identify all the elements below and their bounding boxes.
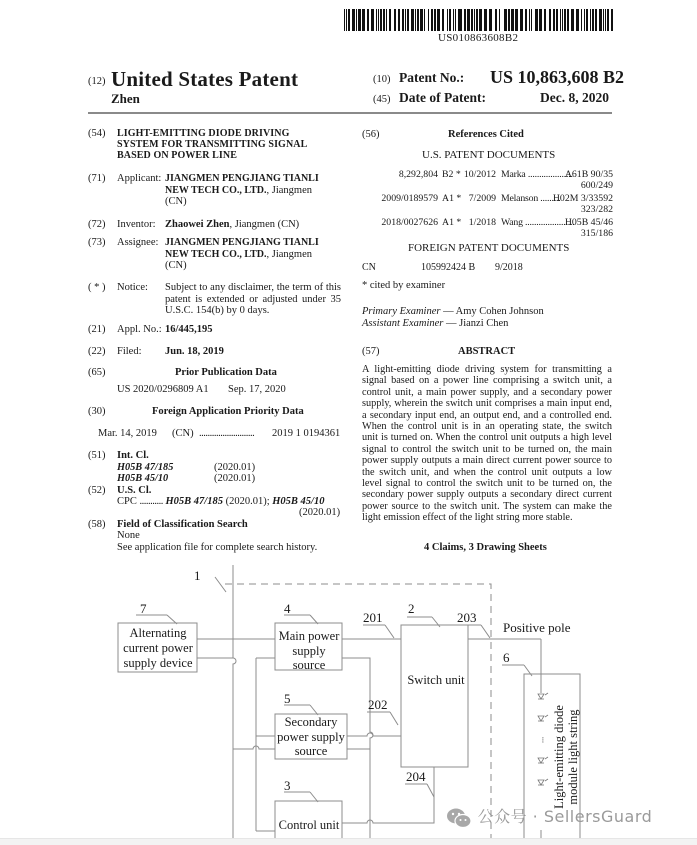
ref-control: 3 — [284, 778, 291, 793]
int-cl-class: H05B 45/10 — [117, 473, 169, 484]
main-ps-label-line: Main power — [278, 629, 340, 643]
barcode-bar — [394, 9, 396, 31]
wechat-icon — [446, 807, 472, 829]
watermark — [446, 804, 686, 830]
barcode-bar — [584, 9, 585, 31]
barcode-bar — [384, 9, 385, 31]
barcode-bar — [471, 9, 473, 31]
patent-date-label: Date of Patent: — [399, 90, 486, 105]
appl-no-value: 16/445,195 — [165, 324, 213, 335]
invention-title-line: LIGHT-EMITTING DIODE DRIVING — [117, 128, 290, 139]
inid-code: (10) — [373, 74, 391, 85]
barcode-bar — [529, 9, 530, 31]
int-cl-version: (2020.01) — [214, 473, 256, 484]
prior-pub-heading: Prior Publication Data — [175, 367, 277, 378]
main-ps-label-line: source — [292, 658, 326, 672]
field-search-value: None — [117, 530, 140, 541]
us-doc-class: H02M 3/33592 — [552, 193, 613, 204]
ac-label-line: Alternating — [129, 626, 187, 640]
barcode-bar — [348, 9, 350, 31]
led-icon — [538, 715, 548, 721]
ref-system: 1 — [194, 568, 201, 583]
led-ellipsis: ◦◦◦ — [539, 736, 545, 744]
claims-summary: 4 Claims, 3 Drawing Sheets — [424, 542, 547, 553]
abstract-heading: ABSTRACT — [458, 346, 516, 357]
barcode-bar — [398, 9, 400, 31]
prior-pub-number: US 2020/0296809 A1 — [117, 384, 209, 395]
barcode-bar — [593, 9, 594, 31]
barcode-bar — [564, 9, 566, 31]
assignee-name: NEW TECH CO., LTD. — [165, 248, 267, 260]
barcode-bar — [352, 9, 353, 31]
foreign-doc-number: 105992424 B — [421, 262, 476, 273]
inid-code: (51) — [88, 450, 106, 461]
barcode-bar — [405, 9, 406, 31]
barcode-bar — [353, 9, 354, 31]
barcode-bar — [562, 9, 563, 31]
barcode-bar — [499, 9, 500, 31]
us-doc-class: A61B 90/35 — [564, 169, 613, 180]
barcode-bar — [531, 9, 532, 31]
us-doc-class-secondary: 315/186 — [580, 228, 613, 239]
barcode-bar — [402, 9, 404, 31]
secondary-ps-label-line: Secondary — [284, 715, 338, 729]
barcode-bar — [465, 9, 466, 31]
inid-code: ( * ) — [88, 282, 106, 293]
invention-title — [117, 129, 347, 161]
cpc-class: H05B 47/185 — [165, 496, 223, 507]
ref-main-ps: 4 — [284, 601, 291, 616]
int-cl-version: (2020.01) — [214, 462, 256, 473]
ref-output: 203 — [457, 610, 477, 625]
ac-label-line: current power — [123, 641, 193, 655]
applicant-location: , Jiangmen — [266, 184, 313, 196]
barcode-bar — [453, 9, 454, 31]
barcode-bar — [367, 9, 369, 31]
barcode-bar — [354, 9, 355, 31]
barcode — [344, 9, 614, 31]
watermark-text: 公众号 · SellersGuard — [477, 807, 653, 826]
barcode-bar — [581, 9, 582, 31]
inid-code: (22) — [88, 346, 106, 357]
barcode-bar — [372, 9, 374, 31]
barcode-bar — [515, 9, 517, 31]
us-docs-heading: U.S. PATENT DOCUMENTS — [422, 149, 556, 161]
barcode-bar — [544, 9, 545, 31]
int-cl-label: Int. Cl. — [117, 450, 149, 461]
inventor-location: , Jiangmen (CN) — [229, 219, 300, 230]
us-doc-name: Wang ...................... — [501, 217, 575, 228]
control-unit-label: Control unit — [278, 818, 340, 832]
barcode-bar — [595, 9, 597, 31]
filed-label: Filed: — [117, 346, 142, 357]
barcode-bar — [360, 9, 361, 31]
barcode-bar — [411, 9, 414, 31]
barcode-bar — [476, 9, 478, 31]
barcode-bar — [576, 9, 579, 31]
inid-code: (12) — [88, 76, 106, 87]
led-label-line: module light string — [566, 709, 580, 805]
applicant-label: Applicant: — [117, 173, 162, 184]
us-doc-date: 7/2009 — [468, 193, 496, 204]
us-docs-list — [362, 169, 613, 241]
barcode-bar — [431, 9, 432, 31]
barcode-bar — [389, 9, 391, 31]
prior-pub-date: Sep. 17, 2020 — [228, 384, 286, 395]
barcode-bar — [484, 9, 487, 31]
int-cl-class: H05B 47/185 — [117, 462, 174, 473]
inid-code: (58) — [88, 519, 106, 530]
references-heading: References Cited — [448, 129, 524, 140]
foreign-doc-date: 9/2018 — [495, 262, 523, 273]
barcode-bar — [592, 9, 593, 31]
us-doc-number: 2009/0189579 — [381, 193, 438, 204]
barcode-bar — [535, 9, 538, 31]
barcode-bar — [344, 9, 345, 31]
foreign-priority-country: (CN) — [172, 428, 194, 439]
assignee-label: Assignee: — [117, 237, 159, 248]
barcode-bar — [464, 9, 465, 31]
inid-code: (56) — [362, 129, 380, 140]
main-ps-label-line: supply — [292, 644, 326, 658]
inid-code: (57) — [362, 346, 380, 357]
us-doc-class: H05B 45/46 — [564, 217, 613, 228]
assignee-name: JIANGMEN PENGJIANG TIANLI — [165, 237, 319, 248]
inid-code: (21) — [88, 324, 106, 335]
cpc-label: CPC — [117, 496, 137, 507]
applicant-name: JIANGMEN PENGJIANG TIANLI — [165, 173, 319, 184]
abstract-text: A light-emitting diode driving system for transmitting a signal based on a power line comprising a switch unit, a control unit, a main power supply, and a secondary power supply, wherein the switch unit comprises a main input end, a secondary input end, an output end, and a controlled end. When the control unit is in an operating state, the switch unit is turned on. When the control unit outputs a high level signal to control the switch unit to be turned on, the main power supply outputs a main direct current power source to the switch unit, and when the control unit outputs a low level signal to control the switch unit to be turned on, the secondary power supply outputs a secondary direct current power source to the switch unit. The system can make the light emission effect of the light string more stable. — [362, 364, 612, 524]
us-doc-date: 1/2018 — [468, 217, 496, 228]
header-divider — [88, 112, 612, 114]
barcode-bar — [556, 9, 558, 31]
patent-number-label: Patent No.: — [399, 70, 465, 85]
inventor-value — [165, 219, 299, 231]
barcode-bar — [378, 9, 379, 31]
barcode-bar — [567, 9, 569, 31]
notice-label: Notice: — [117, 282, 148, 293]
positive-pole-label: Positive pole — [503, 620, 571, 635]
applicant-name: NEW TECH CO., LTD. — [165, 184, 267, 196]
barcode-bar — [417, 9, 419, 31]
secondary-ps-label-line: source — [294, 744, 328, 758]
assignee-country: (CN) — [165, 260, 187, 271]
barcode-bar — [458, 9, 459, 31]
barcode-bar — [442, 9, 444, 31]
foreign-docs-heading: FOREIGN PATENT DOCUMENTS — [408, 242, 570, 254]
us-doc-number: 2018/0027626 — [381, 217, 438, 228]
barcode-bar — [424, 9, 425, 31]
barcode-bar — [407, 9, 409, 31]
barcode-bar — [356, 9, 357, 31]
assignee-value — [165, 237, 319, 272]
barcode-bar — [469, 9, 470, 31]
notice-text — [165, 282, 341, 317]
foreign-priority-heading: Foreign Application Priority Data — [152, 406, 304, 417]
document-title: United States Patent — [111, 67, 299, 91]
barcode-bar — [459, 9, 462, 31]
field-search-note: See application file for complete search history. — [117, 542, 318, 553]
patent-date: Dec. 8, 2020 — [540, 90, 609, 105]
barcode-bar — [432, 9, 433, 31]
us-doc-name: Melanson ......... — [501, 193, 561, 204]
led-icon — [538, 779, 548, 785]
barcode-bar — [508, 9, 510, 31]
invention-title-line: BASED ON POWER LINE — [117, 149, 237, 161]
inid-code: (71) — [88, 173, 106, 184]
barcode-bar — [545, 9, 546, 31]
invention-title-line: SYSTEM FOR TRANSMITTING SIGNAL — [117, 138, 308, 150]
barcode-bar — [449, 9, 451, 31]
barcode-bar — [474, 9, 475, 31]
us-doc-row — [362, 169, 613, 193]
barcode-bar — [540, 9, 541, 31]
us-doc-name: Marka .................... — [501, 169, 573, 180]
ref-switch: 2 — [408, 601, 415, 616]
barcode-bar — [495, 9, 497, 31]
barcode-bar — [480, 9, 482, 31]
foreign-priority-number: 2019 1 0194361 — [272, 428, 341, 439]
ref-secondary-ps: 5 — [284, 691, 291, 706]
barcode-bar — [590, 9, 591, 31]
barcode-bar — [599, 9, 602, 31]
barcode-bar — [346, 9, 347, 31]
barcode-bar — [541, 9, 542, 31]
cpc-version: (2020.01) — [299, 507, 341, 518]
us-doc-number: 8,292,804 — [398, 169, 438, 180]
ref-ac: 7 — [140, 601, 147, 616]
secondary-ps-label-line: power supply — [277, 730, 345, 744]
barcode-bar — [371, 9, 372, 31]
primary-examiner-name: — Amy Cohen Johnson — [440, 306, 544, 317]
inventor-label: Inventor: — [117, 219, 156, 230]
barcode-bar — [571, 9, 574, 31]
inid-code: (52) — [88, 485, 106, 496]
barcode-bar — [447, 9, 448, 31]
barcode-bar — [386, 9, 387, 31]
cpc-class: H05B 45/10 — [272, 496, 325, 507]
patent-number: US 10,863,608 B2 — [490, 67, 625, 87]
switch-unit-label: Switch unit — [407, 673, 465, 687]
barcode-bar — [603, 9, 604, 31]
notice-line: Subject to any disclaimer, the term of this — [165, 282, 341, 293]
inid-code: (45) — [373, 94, 391, 105]
ref-controlled: 204 — [406, 769, 426, 784]
barcode-bar — [553, 9, 555, 31]
assistant-examiner-label: Assistant Examiner — [362, 318, 444, 329]
barcode-bar — [539, 9, 540, 31]
cpc-version: (2020.01); — [222, 496, 273, 507]
appl-no-label: Appl. No.: — [117, 324, 162, 335]
barcode-bar — [586, 9, 588, 31]
applicant-value — [165, 173, 319, 208]
filed-value: Jun. 18, 2019 — [165, 346, 224, 357]
inid-code: (30) — [88, 406, 106, 417]
primary-examiner-label: Primary Examiner — [362, 306, 441, 317]
us-doc-class-secondary: 600/249 — [580, 180, 613, 191]
led-label-line: Light-emitting diode — [552, 705, 566, 809]
us-doc-row — [362, 217, 613, 241]
primary-examiner — [362, 306, 544, 317]
cited-by-examiner-note: * cited by examiner — [362, 280, 446, 291]
led-icon — [538, 757, 548, 763]
barcode-bar — [504, 9, 507, 31]
barcode-bar — [479, 9, 480, 31]
ref-secondary-in: 202 — [368, 697, 388, 712]
barcode-bar — [607, 9, 609, 31]
assignee-location: , Jiangmen — [266, 248, 313, 260]
barcode-bar — [362, 9, 365, 31]
assistant-examiner — [362, 318, 508, 329]
led-icon — [538, 693, 548, 699]
assistant-examiner-name: — Jianzi Chen — [443, 318, 509, 329]
inid-code: (73) — [88, 237, 106, 248]
foreign-doc-country: CN — [362, 262, 376, 273]
barcode-bar — [517, 9, 518, 31]
us-doc-kind: A1 * — [442, 217, 462, 228]
barcode-bar — [376, 9, 377, 31]
ref-led: 6 — [503, 650, 510, 665]
barcode-number: US010863608B2 — [438, 32, 519, 44]
barcode-bar — [511, 9, 514, 31]
ac-label-line: supply device — [123, 656, 193, 670]
barcode-bar — [611, 9, 613, 31]
inventor-surname: Zhen — [111, 91, 140, 106]
foreign-priority-date: Mar. 14, 2019 — [98, 428, 157, 439]
barcode-bar — [434, 9, 436, 31]
barcode-bar — [489, 9, 492, 31]
barcode-bar — [420, 9, 423, 31]
barcode-bar — [380, 9, 382, 31]
barcode-bar — [549, 9, 551, 31]
applicant-country: (CN) — [165, 196, 187, 207]
switch-unit-box — [401, 625, 468, 767]
leader-dots: .......................... — [199, 428, 255, 439]
barcode-bar — [358, 9, 360, 31]
leader-dots: ........... — [139, 496, 163, 507]
barcode-bar — [439, 9, 440, 31]
barcode-bar — [415, 9, 416, 31]
leader-line — [215, 577, 226, 592]
field-search-label: Field of Classification Search — [117, 519, 248, 530]
inid-code: (65) — [88, 367, 106, 378]
ref-main-in: 201 — [363, 610, 383, 625]
barcode-bar — [383, 9, 384, 31]
barcode-bar — [525, 9, 527, 31]
inid-code: (54) — [88, 128, 106, 139]
inventor-name: Zhaowei Zhen — [165, 219, 230, 230]
barcode-bar — [428, 9, 429, 31]
notice-line: U.S.C. 154(b) by 0 days. — [165, 305, 270, 316]
block-diagram — [100, 565, 697, 844]
notice-line: patent is extended or adjusted under 35 — [165, 293, 341, 305]
us-doc-date: 10/2012 — [463, 169, 496, 180]
us-doc-kind: A1 * — [442, 193, 462, 204]
barcode-bar — [560, 9, 561, 31]
cpc-line — [117, 496, 324, 507]
us-doc-kind: B2 * — [442, 169, 461, 180]
barcode-bar — [455, 9, 456, 31]
inid-code: (72) — [88, 219, 106, 230]
us-doc-class-secondary: 323/282 — [580, 204, 613, 215]
barcode-bar — [467, 9, 469, 31]
barcode-bar — [520, 9, 523, 31]
us-doc-row — [362, 193, 613, 217]
us-cl-label: U.S. Cl. — [117, 485, 152, 496]
barcode-bar — [605, 9, 606, 31]
